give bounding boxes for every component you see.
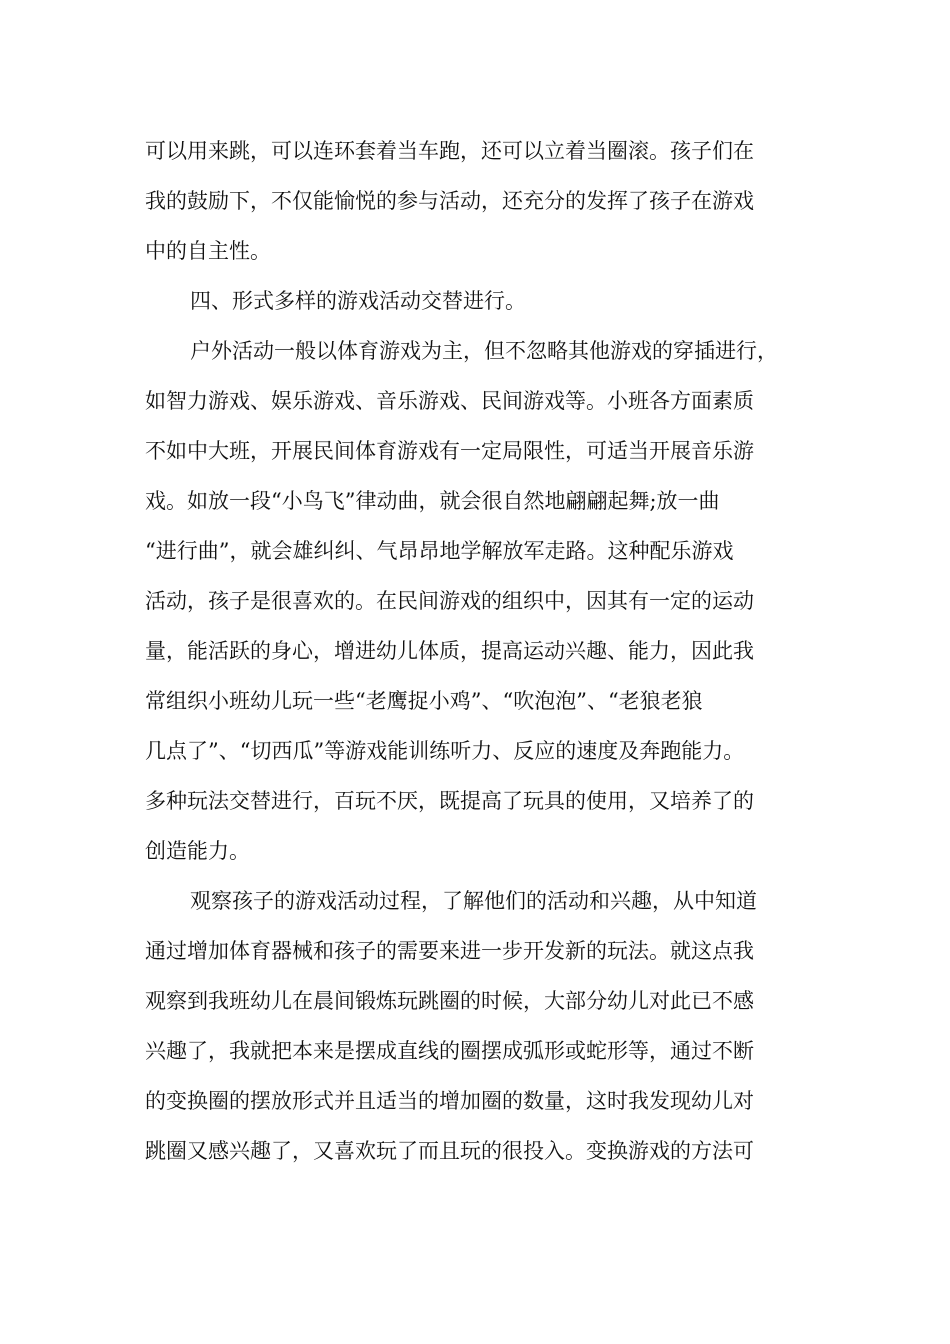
text-line: 通过增加体育器械和孩子的需要来进一步开发新的玩法。就这点我 — [145, 939, 754, 963]
text-line: 创造能力。 — [145, 839, 250, 863]
text-line: 的变换圈的摆放形式并且适当的增加圈的数量，这时我发现幼儿对 — [145, 1089, 754, 1113]
text-line: 我的鼓励下，不仅能愉悦的参与活动，还充分的发挥了孩子在游戏 — [145, 189, 754, 213]
text-line: 如智力游戏、娱乐游戏、音乐游戏、民间游戏等。小班各方面素质 — [145, 389, 754, 413]
text-line: 常组织小班幼儿玩一些“老鹰捉小鸡”、“吹泡泡”、“老狼老狼 — [145, 689, 703, 713]
text-line: 不如中大班，开展民间体育游戏有一定局限性，可适当开展音乐游 — [145, 439, 754, 463]
text-line: 中的自主性。 — [145, 239, 271, 263]
text-line: 观察到我班幼儿在晨间锻炼玩跳圈的时候，大部分幼儿对此已不感 — [145, 989, 754, 1013]
text-line: 跳圈又感兴趣了，又喜欢玩了而且玩的很投入。变换游戏的方法可 — [145, 1139, 754, 1163]
text-line: 观察孩子的游戏活动过程，了解他们的活动和兴趣，从中知道 — [190, 889, 757, 913]
text-line: 户外活动一般以体育游戏为主，但不忽略其他游戏的穿插进行， — [190, 339, 778, 363]
text-line: 活动，孩子是很喜欢的。在民间游戏的组织中，因其有一定的运动 — [145, 589, 754, 613]
text-line: 可以用来跳，可以连环套着当车跑，还可以立着当圈滚。孩子们在 — [145, 139, 754, 163]
text-line: “进行曲”，就会雄纠纠、气昂昂地学解放军走路。这种配乐游戏 — [145, 539, 734, 563]
text-line: 兴趣了，我就把本来是摆成直线的圈摆成弧形或蛇形等，通过不断 — [145, 1039, 754, 1063]
section-heading: 四、形式多样的游戏活动交替进行。 — [190, 289, 526, 313]
text-line: 几点了”、“切西瓜”等游戏能训练听力、反应的速度及奔跑能力。 — [145, 739, 745, 763]
text-line: 量，能活跃的身心，增进幼儿体质，提高运动兴趣、能力，因此我 — [145, 639, 754, 663]
text-line: 多种玩法交替进行，百玩不厌，既提高了玩具的使用，又培养了的 — [145, 789, 754, 813]
text-line: 戏。如放一段“小鸟飞”律动曲，就会很自然地翩翩起舞;放一曲 — [145, 489, 720, 513]
